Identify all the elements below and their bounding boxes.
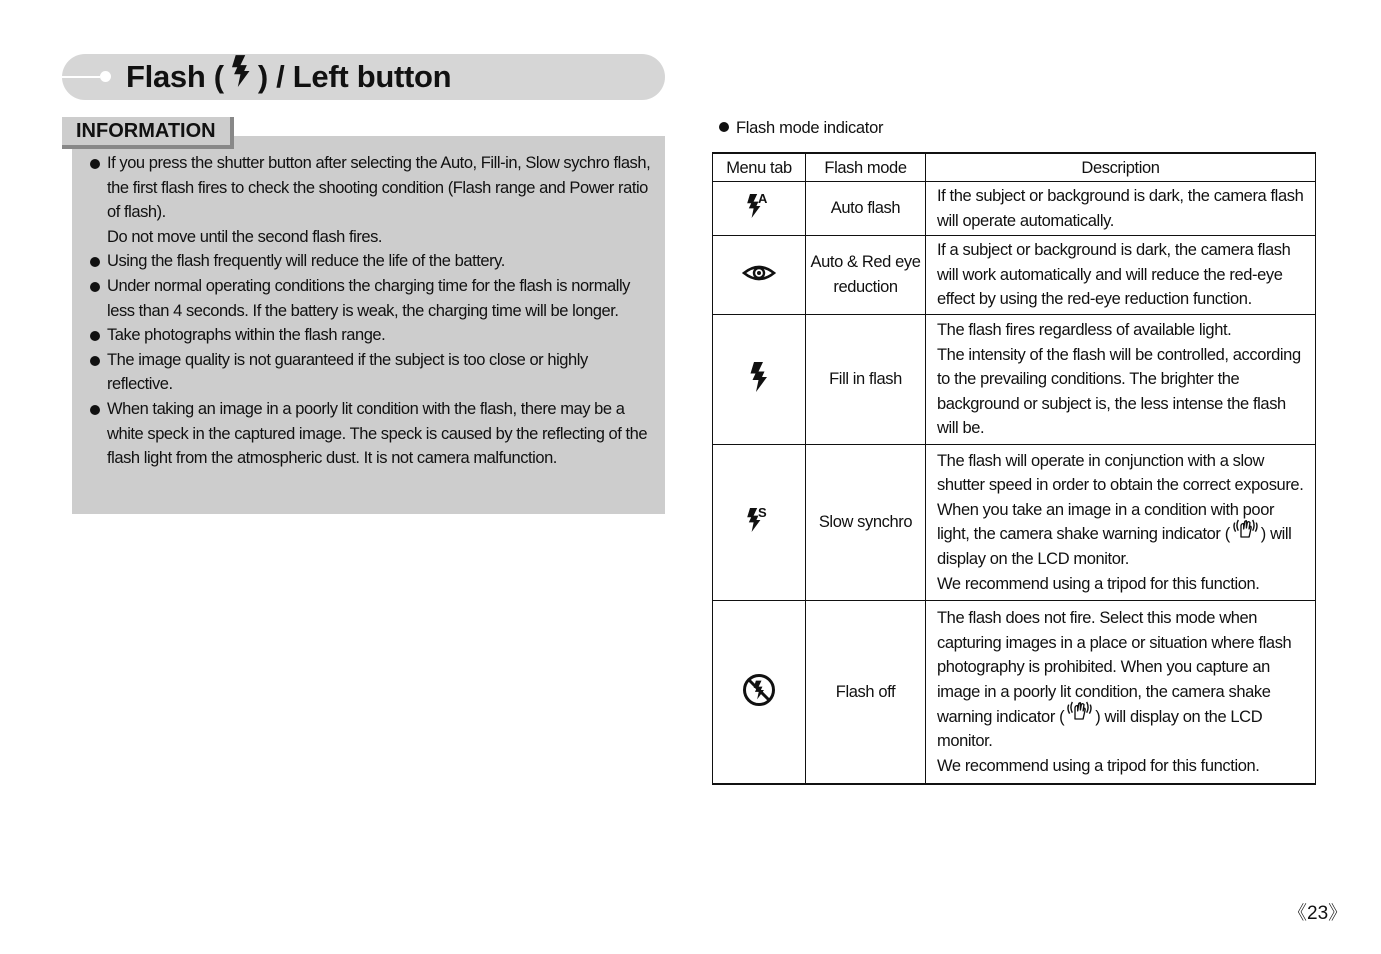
table-row [713,182,1316,236]
information-list [87,151,655,471]
header-decoration-dot [100,71,111,82]
description-text-part: The flash does not fire. Select this mode when capturing images in a place or situation where flash photography is prohibited. When you capture an image in a poorly lit condition, the camera shake warning indicator ( [937,609,1292,726]
information-heading: INFORMATION [62,117,234,149]
title-suffix: ) / Left button [257,59,452,94]
flash-mode-cell: Flash off [806,600,926,784]
table-row [713,444,1316,600]
column-header-description: Description [926,153,1316,182]
list-item-text: If you press the shutter button after selecting the Auto, Fill-in, Slow sychro flash, the first flash fires to check the shooting condition (Flash range and Power ratio of flash). [107,154,651,222]
red-eye-icon [742,262,776,289]
list-item-text: When taking an image in a poorly lit condition with the flash, there may be a white speck in the captured image. The speck is caused by the reflecting of the flash light from the atmospheric dust. It is not camera malfunction. [107,399,648,468]
description-text: We recommend using a tripod for this function. [937,574,1260,593]
flash-mode-cell: Slow synchro [806,444,926,600]
description-text-part: ) will display on the LCD monitor. [937,707,1263,751]
description-text: The intensity of the flash will be controlled, according to the prevailing conditions. The brighter the background or subject is, the less intense the flash will be. [937,345,1301,438]
description-text [937,606,1307,754]
fill-in-flash-icon [749,361,769,398]
page-header [62,54,665,100]
flash-mode-cell: Auto flash [806,182,926,236]
list-item-text: Do not move until the second flash fires. [107,227,383,246]
list-item [87,249,655,274]
svg-text:A: A [758,191,767,207]
slow-synchro-icon [746,505,772,540]
description-text: We recommend using a tripod for this function. [937,756,1260,775]
page-title [126,57,451,98]
auto-flash-icon [746,191,772,226]
description-text: The flash fires regardless of available light. [937,320,1232,339]
svg-text:S: S [758,504,767,520]
list-item-text: Take photographs within the flash range. [107,326,386,345]
table-row [713,600,1316,784]
flash-mode-cell: Fill in flash [806,314,926,444]
table-row [713,314,1316,444]
description-text: If a subject or background is dark, the camera flash will work automatically and will reduce the red-eye effect by using the red-eye reduction function. [937,241,1291,309]
description-text [937,449,1307,572]
flash-mode-table [712,152,1316,785]
column-header-menu-tab: Menu tab [713,153,806,182]
description-text-part: The flash will operate in conjunction with a slow shutter speed in order to obtain the correct exposure. When you take an image in a condition with poor light, the camera shake warning indicator ( [937,451,1304,544]
list-item-text: Using the flash frequently will reduce the life of the battery. [107,252,505,271]
list-item-text: Under normal operating conditions the charging time for the flash is normally less than 4 seconds. If the battery is weak, the charging time will be longer. [107,276,630,320]
table-header-row [713,153,1316,182]
camera-shake-icon [1066,699,1093,729]
flash-mode-cell: Auto & Red eye reduction [806,236,926,315]
description-text: If the subject or background is dark, the camera flash will operate automatically. [937,187,1304,230]
header-decoration-line [62,76,100,78]
column-header-flash-mode: Flash mode [806,153,926,182]
list-item [87,323,655,348]
title-prefix: Flash ( [126,59,224,94]
flash-icon [230,54,252,98]
list-item [87,274,655,323]
table-row [713,236,1316,315]
page-number: 《23》 [1288,903,1348,924]
list-item [87,348,655,397]
description-text-part: ) will display on the LCD monitor. [937,525,1292,569]
list-item [87,397,655,471]
list-item-text: The image quality is not guaranteed if the subject is too close or highly reflective. [107,350,588,394]
list-item [87,151,655,249]
camera-shake-icon [1232,517,1259,547]
flash-off-icon [742,673,776,712]
indicator-heading: Flash mode indicator [719,116,883,140]
